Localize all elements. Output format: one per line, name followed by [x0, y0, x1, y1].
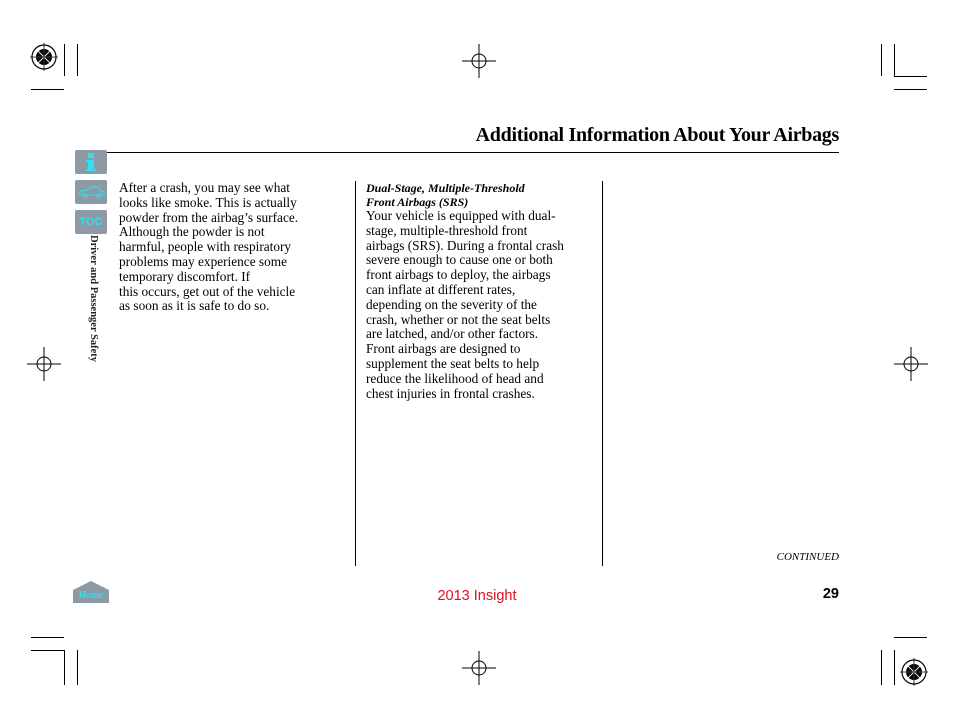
text-line: this occurs, get out of the vehicle: [119, 283, 296, 299]
text-line: powder from the airbag’s surface.: [119, 209, 299, 225]
registration-mark-left: [27, 347, 61, 381]
registration-mark-top: [462, 44, 496, 78]
text-line: crash, whether or not the seat belts: [366, 311, 551, 327]
text-line: as soon as it is safe to do so.: [119, 298, 270, 314]
text-line: chest injuries in frontal crashes.: [366, 385, 535, 401]
text-line: problems may experience some: [119, 253, 287, 269]
text-line: Although the powder is not: [119, 224, 265, 240]
text-line: temporary discomfort. If: [119, 268, 251, 284]
continued-label: CONTINUED: [776, 551, 839, 563]
text-line: severe enough to cause one or both: [366, 252, 553, 268]
toc-button[interactable]: [75, 210, 107, 234]
toc-label: TOC: [79, 216, 103, 228]
column-divider-1: [355, 181, 356, 566]
page-number: 29: [822, 586, 839, 602]
text-line: harmful, people with respiratory: [119, 239, 292, 255]
info-icon: [84, 152, 98, 172]
page-title: Additional Information About Your Airbags: [475, 124, 839, 146]
text-line: front airbags to deploy, the airbags: [366, 267, 551, 283]
text-line: looks like smoke. This is actually: [119, 194, 297, 210]
text-line: airbags (SRS). During a frontal crash: [366, 237, 564, 253]
text-line: Your vehicle is equipped with dual-: [366, 208, 556, 223]
car-icon: [77, 185, 105, 199]
title-rule: [92, 152, 839, 153]
text-line: can inflate at different rates,: [366, 281, 516, 297]
column-2-text: [366, 181, 598, 401]
section-label: Driver and Passenger Safety: [88, 235, 99, 363]
text-line: Front airbags are designed to: [366, 341, 521, 357]
home-label: Home: [78, 590, 104, 601]
info-button[interactable]: [75, 150, 107, 174]
star-target-top-left: [30, 43, 58, 71]
text-line: stage, multiple-threshold front: [366, 222, 528, 238]
registration-mark-bottom: [462, 651, 496, 685]
text-line: depending on the severity of the: [366, 296, 537, 312]
vehicle-index-button[interactable]: [75, 180, 107, 204]
column-1-text: [119, 181, 349, 314]
text-line: supplement the seat belts to help: [366, 355, 540, 371]
model-name: 2013 Insight: [437, 588, 517, 604]
text-line: are latched, and/or other factors.: [366, 326, 539, 342]
star-target-bottom-right: [900, 658, 928, 686]
text-line: After a crash, you may see what: [119, 180, 290, 195]
registration-mark-right: [894, 347, 928, 381]
section-subheading: Dual-Stage, Multiple-Threshold Front Airbags (SRS): [366, 181, 525, 209]
text-line: reduce the likelihood of head and: [366, 370, 544, 386]
column-divider-2: [602, 181, 603, 566]
